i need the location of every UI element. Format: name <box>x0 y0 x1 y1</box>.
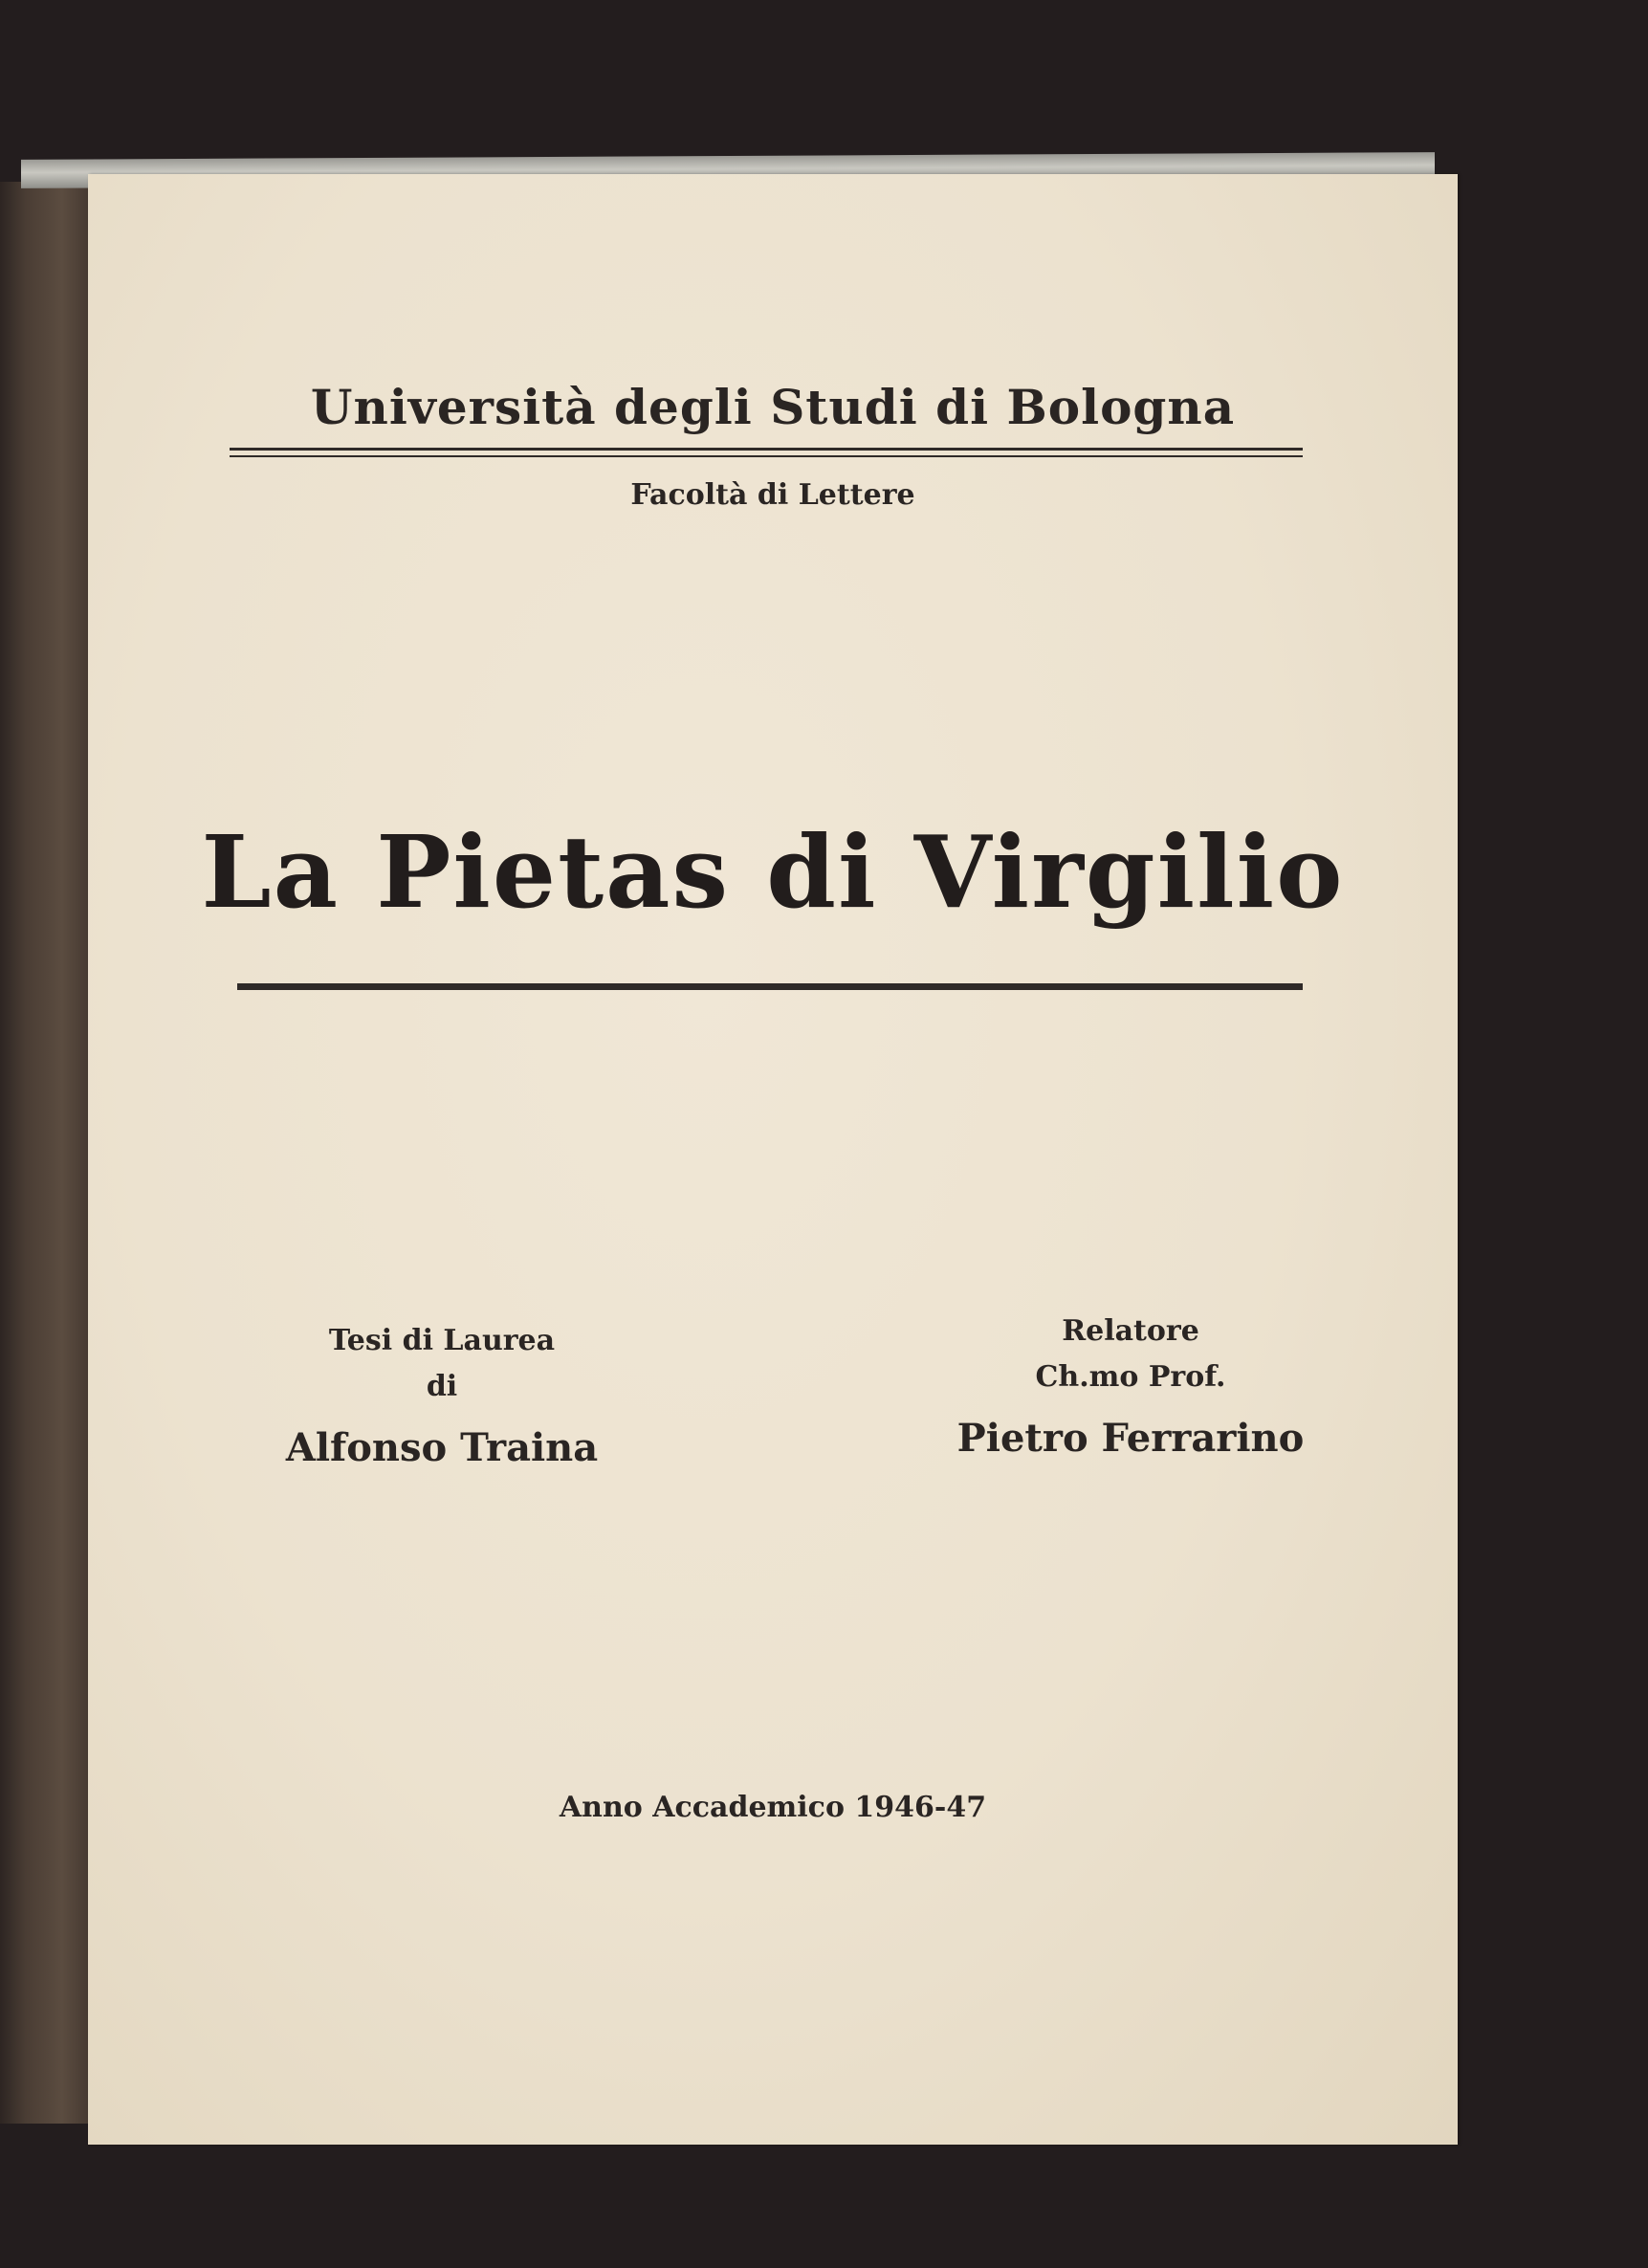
thesis-label: Tesi di Laurea <box>328 1324 556 1357</box>
faculty-subheading: Facoltà di Lettere <box>630 478 915 512</box>
supervisor-title: Ch.mo Prof. <box>1035 1360 1226 1394</box>
author-name: Alfonso Traina <box>285 1425 599 1470</box>
thesis-by-label: di <box>426 1370 458 1403</box>
university-heading: Università degli Studi di Bologna <box>310 379 1236 435</box>
header-rule-bottom <box>230 455 1303 457</box>
supervisor-name: Pietro Ferrarino <box>956 1416 1305 1461</box>
title-page <box>88 174 1458 2145</box>
academic-year: Anno Accademico 1946-47 <box>559 1791 987 1824</box>
thesis-title: La Pietas di Virgilio <box>201 813 1345 931</box>
header-rule-top <box>230 448 1303 451</box>
supervisor-label: Relatore <box>1062 1314 1199 1348</box>
title-underline <box>237 983 1303 990</box>
